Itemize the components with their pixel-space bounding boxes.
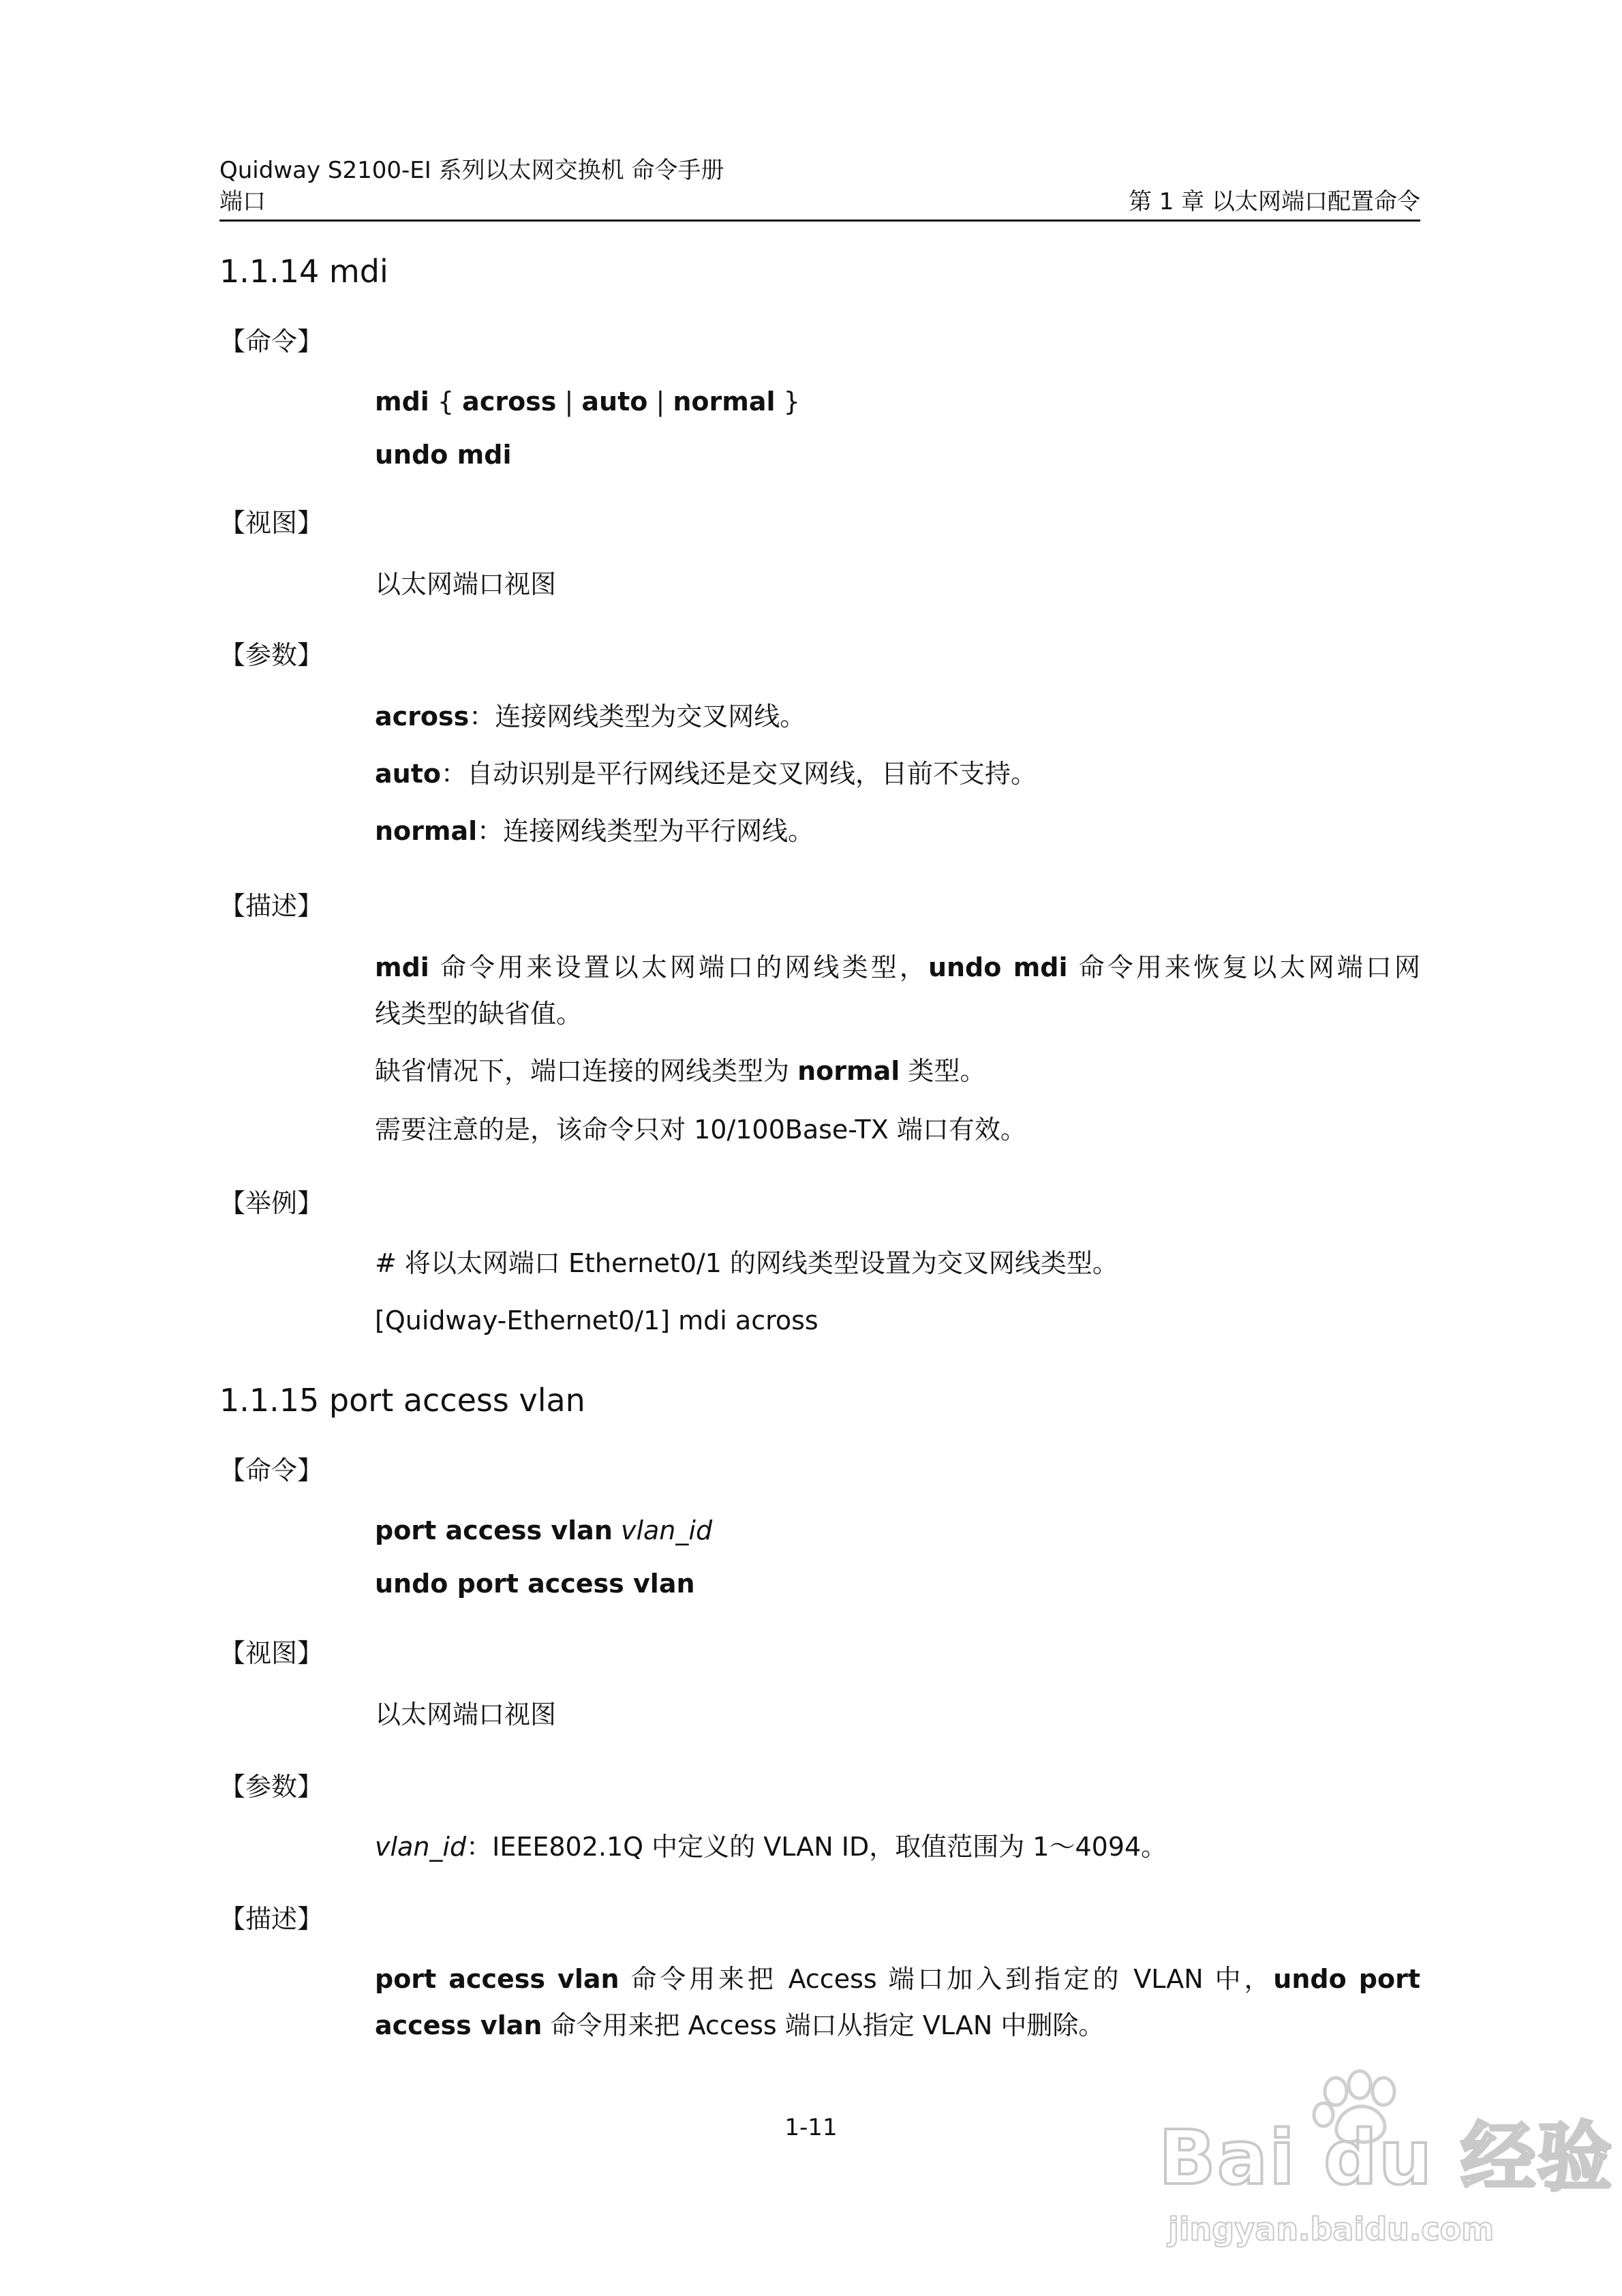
desc-paragraph-1: mdi 命令用来设置以太网端口的网线类型，undo mdi 命令用来恢复以太网端口网 <box>375 952 1420 982</box>
param-vlan-id: vlan_id：IEEE802.1Q 中定义的 VLAN ID，取值范围为 1～4094。 <box>375 1832 1167 1862</box>
section-heading-mdi: 1.1.14 mdi <box>219 253 388 290</box>
view-text: 以太网端口视图 <box>375 569 557 599</box>
view-text: 以太网端口视图 <box>375 1700 557 1729</box>
watermark-brand: Bai du 经验 <box>1159 2114 1614 2201</box>
label-view: 【视图】 <box>219 1638 324 1668</box>
example-comment: # 将以太网端口 Ethernet0/1 的网线类型设置为交叉网线类型。 <box>375 1248 1118 1278</box>
header-chapter: 第 1 章 以太网端口配置命令 <box>1128 188 1420 215</box>
desc-paragraph-2: 缺省情况下，端口连接的网线类型为 normal 类型。 <box>375 1056 986 1086</box>
watermark-url: jingyan.baidu.com <box>1168 2211 1495 2248</box>
command-syntax-line: port access vlan vlan_id <box>375 1515 713 1545</box>
example-cli: [Quidway-Ethernet0/1] mdi across <box>375 1305 818 1335</box>
label-command: 【命令】 <box>219 327 324 357</box>
label-command: 【命令】 <box>219 1455 324 1485</box>
label-view: 【视图】 <box>219 508 324 538</box>
undo-command-line: undo mdi <box>375 440 512 470</box>
param-auto: auto：自动识别是平行网线还是交叉网线，目前不支持。 <box>375 759 1037 789</box>
desc-paragraph-3: 需要注意的是，该命令只对 10/100Base-TX 端口有效。 <box>375 1115 1026 1145</box>
desc-paragraph-1-cont: 线类型的缺省值。 <box>375 999 583 1029</box>
label-example: 【举例】 <box>219 1188 324 1218</box>
watermark <box>1152 2066 1614 2263</box>
desc-paragraph-2: access vlan 命令用来把 Access 端口从指定 VLAN 中删除。 <box>375 2010 1105 2040</box>
header-book-title: Quidway S2100-EI 系列以太网交换机 命令手册 <box>219 157 724 184</box>
page-header <box>219 154 1420 222</box>
header-rule <box>219 220 1420 222</box>
section-heading-port-access-vlan: 1.1.15 port access vlan <box>219 1382 585 1419</box>
label-params: 【参数】 <box>219 640 324 670</box>
header-part: 端口 <box>219 188 266 215</box>
undo-command-line: undo port access vlan <box>375 1569 695 1599</box>
label-desc: 【描述】 <box>219 1904 324 1934</box>
page-number: 1-11 <box>784 2114 838 2141</box>
command-syntax-line: mdi { across | auto | normal } <box>375 387 800 417</box>
label-params: 【参数】 <box>219 1772 324 1802</box>
label-desc: 【描述】 <box>219 891 324 921</box>
param-normal: normal：连接网线类型为平行网线。 <box>375 816 814 846</box>
desc-paragraph-1: port access vlan 命令用来把 Access 端口加入到指定的 VLAN 中，undo port <box>375 1964 1420 1994</box>
param-across: across：连接网线类型为交叉网线。 <box>375 701 806 731</box>
